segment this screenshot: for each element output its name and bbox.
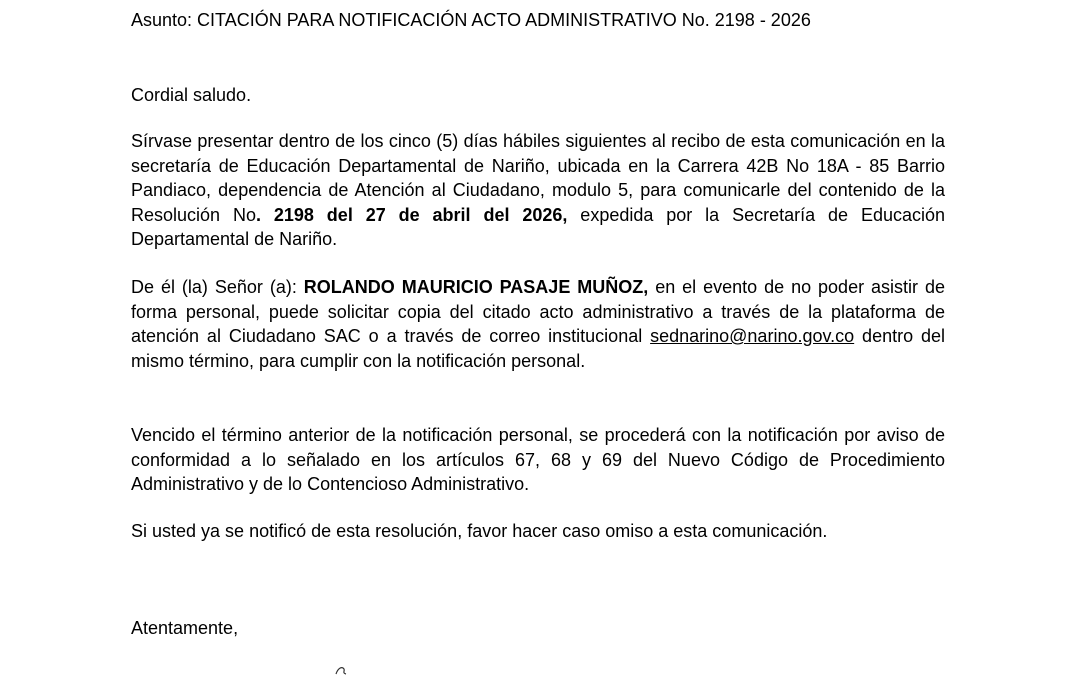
signature-mark (334, 665, 348, 675)
closing: Atentamente, (131, 618, 239, 638)
paragraph-summons-tail: expedida por la Secretaría de Educación Departamental de Nariño. (131, 204, 946, 249)
recipient-tail: dentro del mismo término, para cumplir con la notificación personal. (131, 326, 945, 371)
recipient-text: en el evento de no poder asistir de forma personal, puede solicitar copia del citado acto administrativo a través de la plataforma de atención al Ciudadano SAC o a través de correo institucional (131, 277, 945, 346)
greeting: Cordial saludo. (131, 85, 252, 105)
subject-line: Asunto: CITACIÓN PARA NOTIFICACIÓN ACTO ADMINISTRATIVO No. 2198 - 2026 (131, 10, 811, 30)
email-link[interactable]: sednarino@narino.gov.co (650, 326, 855, 346)
paragraph-summons (131, 129, 945, 252)
paragraph-disregard: Si usted ya se notificó de esta resolución, favor hacer caso omiso a esta comunicación. (131, 521, 828, 541)
recipient-prefix: De él (la) Señor (a): (131, 277, 304, 297)
paragraph-expiry: Vencido el término anterior de la notificación personal, se procederá con la notificación por aviso de conformidad a lo señalado en los artículos 67, 68 y 69 del Nuevo Código de Procedimiento Administrativo y de lo Contencioso Administrativo. (131, 425, 945, 494)
paragraph-recipient (131, 275, 945, 373)
recipient-name: ROLANDO MAURICIO PASAJE MUÑOZ, (303, 277, 649, 297)
resolution-reference: . 2198 del 27 de abril del 2026, (255, 204, 568, 225)
paragraph-summons-text: Sírvase presentar dentro de los cinco (5) días hábiles siguientes al recibo de esta comunicación en la secretaría de Educación Departamental de Nariño, ubicada en la Carrera 42B No 18A - 85 Barrio Pandiaco, dependencia de Atención al Ciudadano, modulo 5, para comunicarle del contenido de la Resolución No (131, 131, 945, 225)
